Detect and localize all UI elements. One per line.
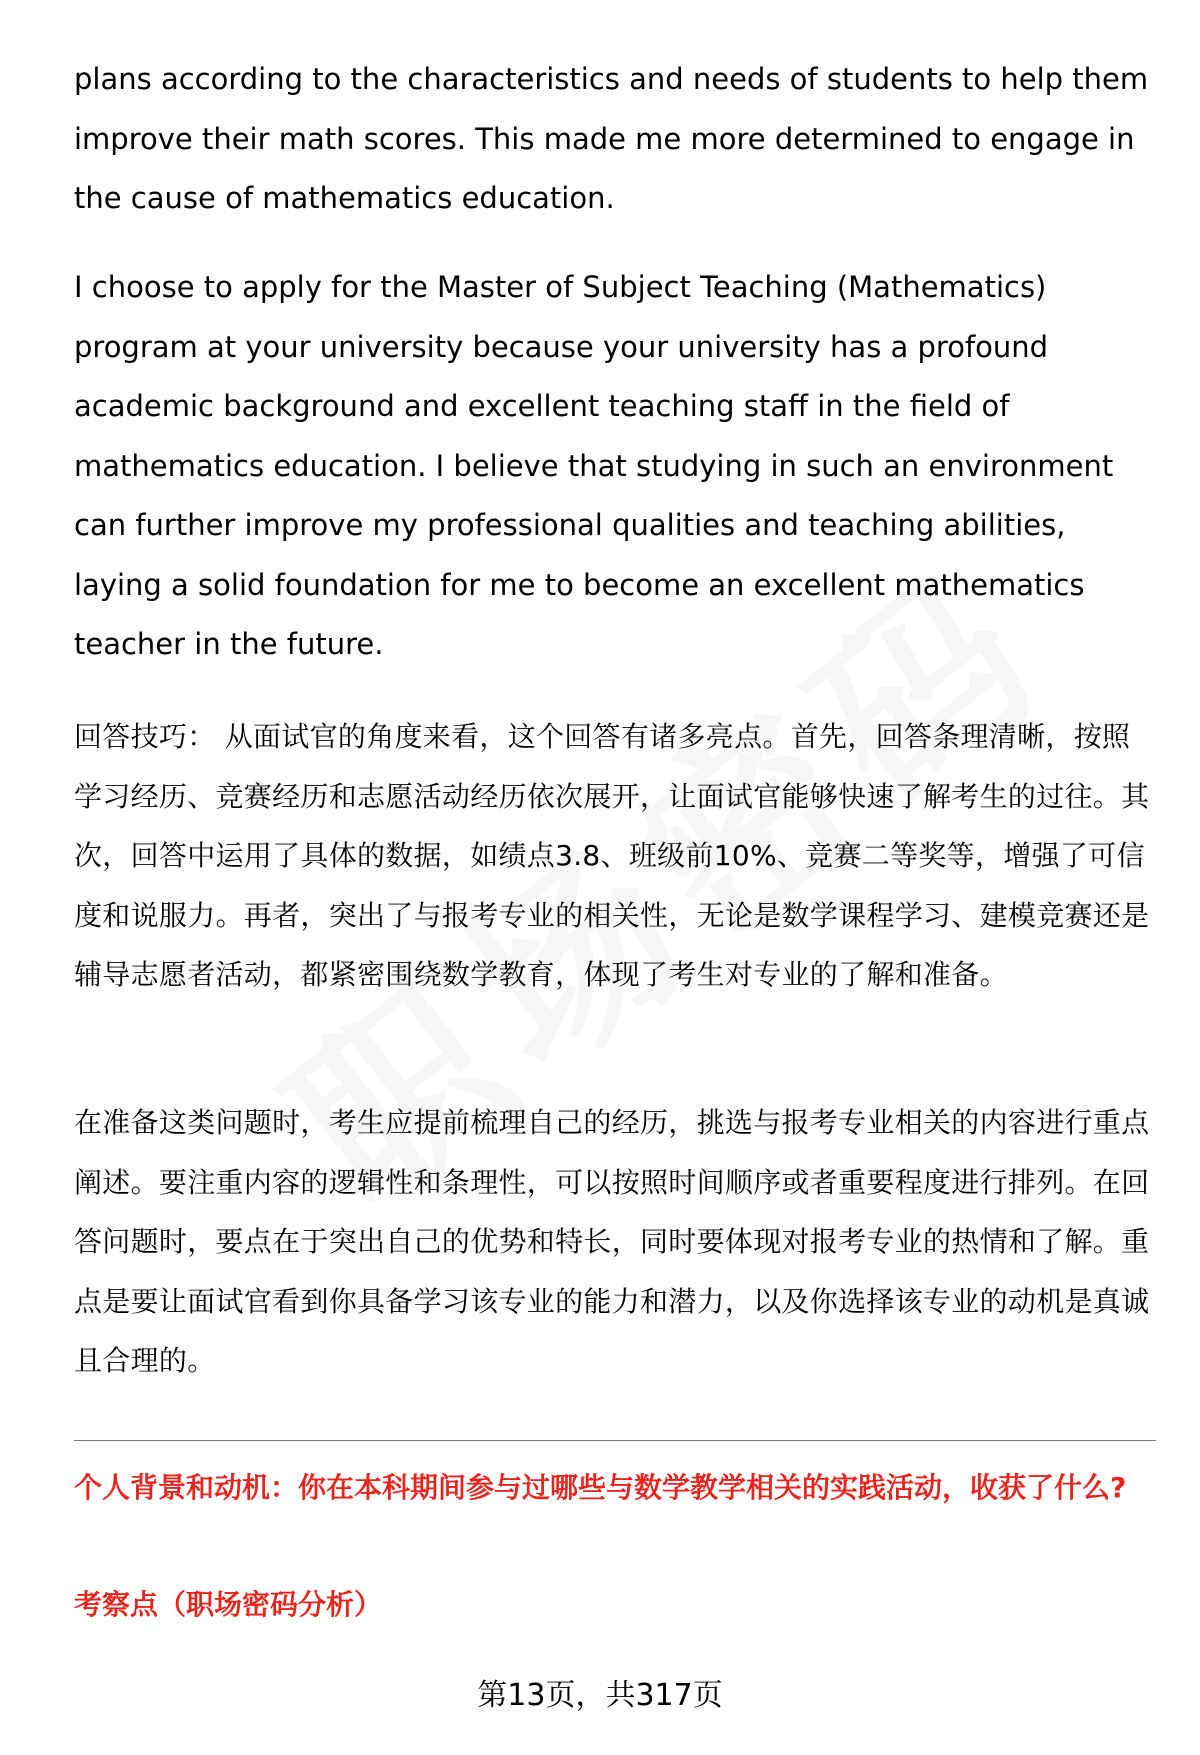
analysis-subheading: 考察点（职场密码分析） [74, 1588, 383, 1621]
section-divider [74, 1440, 1156, 1441]
page-number-footer: 第13页，共317页 [477, 1678, 723, 1713]
paragraph-program-choice: I choose to apply for the Master of Subject Teaching (Mathematics) program at your university because your university has a profound academic background and excellent teaching staff in the field of mathematics education. I believe that studying in such an environment can further improve my professional qualities and teaching abilities, laying a solid foundation for me to become an excellent mathematics teacher in the future. [74, 270, 1114, 661]
question-heading: 个人背景和动机：你在本科期间参与过哪些与数学教学相关的实践活动，收获了什么? [74, 1471, 1127, 1504]
paragraph-answer-tips: 回答技巧： 从面试官的角度来看，这个回答有诸多亮点。首先，回答条理清晰，按照学习经历、竞赛经历和志愿活动经历依次展开，让面试官能够快速了解考生的过往。其次，回答中运用了具体的数据，如绩点3.8、班级前10%、竞赛二等奖等，增强了可信度和说服力。再者，突出了与报考专业的相关性，无论是数学课程学习、建模竞赛还是辅导志愿者活动，都紧密围绕数学教育，体现了考生对专业的了解和准备。 [74, 720, 1150, 991]
paragraph-preparation-advice: 在准备这类问题时，考生应提前梳理自己的经历，挑选与报考专业相关的内容进行重点阐述。要注重内容的逻辑性和条理性，可以按照时间顺序或者重要程度进行排列。在回答问题时，要点在于突出自己的优势和特长，同时要体现对报考专业的热情和了解。重点是要让面试官看到你具备学习该专业的能力和潜力，以及你选择该专业的动机是真诚且合理的。 [74, 1106, 1150, 1377]
paragraph-motivation-end: plans according to the characteristics and needs of students to help them improve their math scores. This made me more determined to engage in the cause of mathematics education. [74, 62, 1149, 215]
